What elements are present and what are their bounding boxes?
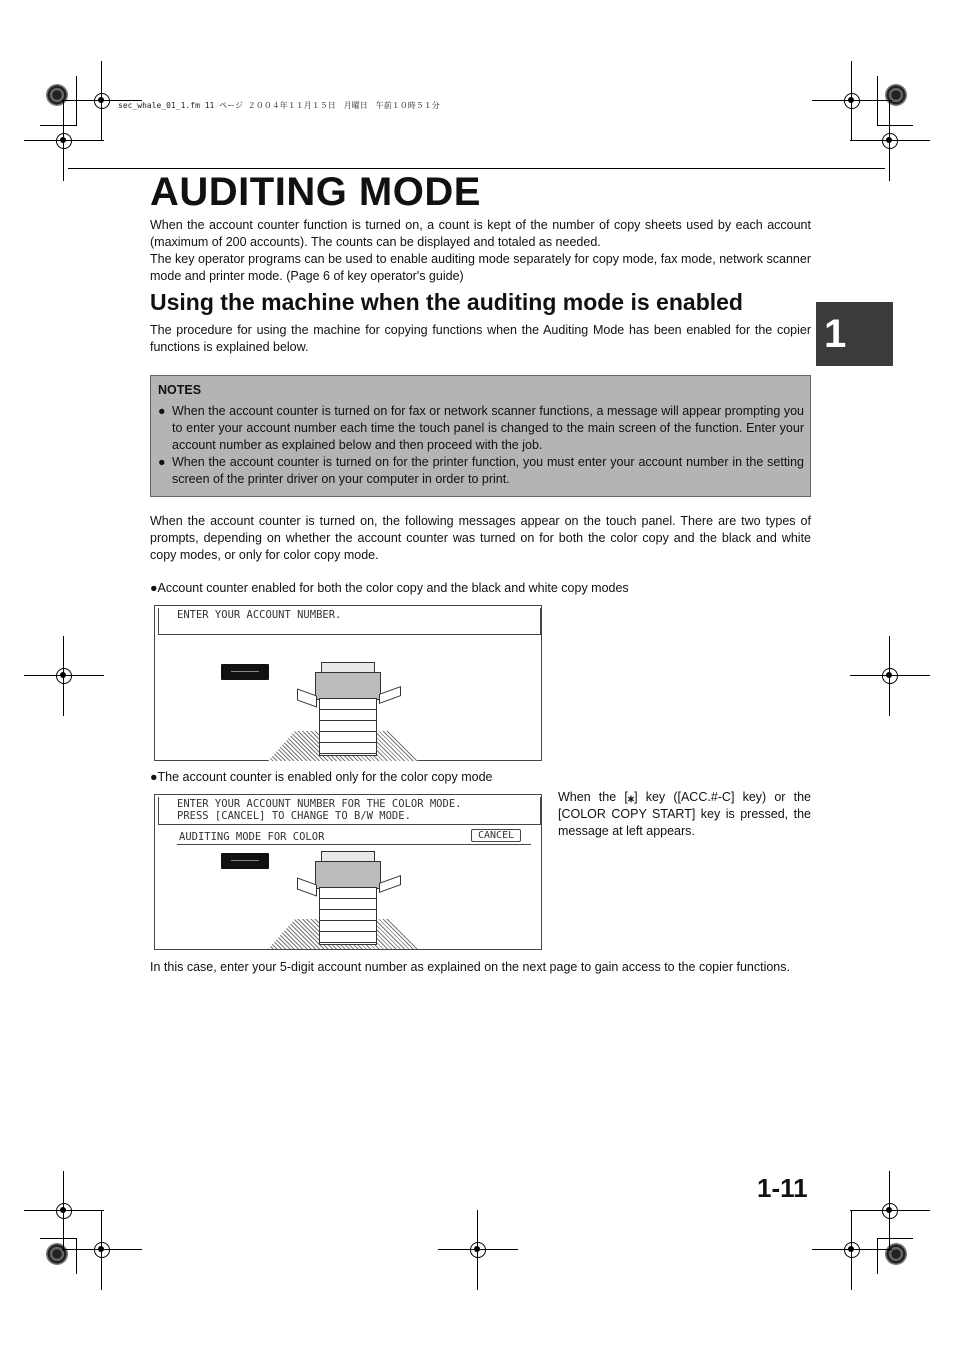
notes-item xyxy=(158,454,804,488)
crosshair-mark-mid-right xyxy=(870,656,910,696)
intro-paragraph-2: The key operator programs can be used to enable auditing mode separately for copy mode, fax mode, network scanner mode and printer mode. (Page 6 of key operator's guide) xyxy=(150,252,811,283)
crop-line xyxy=(877,1238,913,1239)
notes-item-text: When the account counter is turned on for fax or network scanner functions, a message will appear prompting you to enter your account number each time the touch panel is changed to the main screen of the function. Enter your account number as explained below and then proceed with the job. xyxy=(172,404,804,452)
crop-line xyxy=(40,125,76,126)
crosshair-mark-top-right xyxy=(832,81,872,121)
panel-message-line2: PRESS [CANCEL] TO CHANGE TO B/W MODE. xyxy=(177,810,411,822)
crosshair-mark-top-left-2 xyxy=(44,121,84,161)
touch-panel-case1 xyxy=(154,605,542,761)
crop-line xyxy=(40,1238,76,1239)
panel-button xyxy=(221,664,269,680)
side-note-before: When the [ xyxy=(558,790,628,804)
page-number: 1-11 xyxy=(757,1173,808,1203)
registration-rosette-bottom-left xyxy=(46,1243,68,1265)
crop-line xyxy=(877,76,878,126)
crosshair-mark-top-left xyxy=(82,81,122,121)
panel-caption: AUDITING MODE FOR COLOR xyxy=(179,831,325,843)
notes-item-text: When the account counter is turned on for the printer function, you must enter your account number in the setting screen of the printer driver on your computer in order to print. xyxy=(172,455,804,486)
crosshair-mark-bottom-left xyxy=(44,1191,84,1231)
side-note-after: ] key ([ACC.#-C] key) or the [COLOR COPY START] key is pressed, the message at left appears. xyxy=(558,790,812,838)
asterisk-key-icon: ⁎ xyxy=(627,790,635,804)
crop-line xyxy=(877,125,913,126)
bullet-icon: ● xyxy=(158,404,166,418)
crosshair-mark-top-right-2 xyxy=(870,121,910,161)
panel-message: ENTER YOUR ACCOUNT NUMBER. xyxy=(177,609,342,621)
intro-paragraph-1: When the account counter function is turned on, a count is kept of the number of copy sheets used by each account (maximum of 200 accounts). The counts can be displayed and totaled as needed. xyxy=(150,218,811,249)
panel-message-line1: ENTER YOUR ACCOUNT NUMBER FOR THE COLOR MODE. xyxy=(177,798,462,810)
touch-panel-case2 xyxy=(154,794,542,950)
case1-bullet: ●Account counter enabled for both the color copy and the black and white copy modes xyxy=(150,581,629,595)
crosshair-mark-mid-left xyxy=(44,656,84,696)
panel-message-box xyxy=(158,608,541,635)
file-header-meta: sec_whale_01_1.fm 11 ページ ２００４年１１月１５日 月曜日 午前１０時５１分 xyxy=(118,101,440,110)
side-note xyxy=(558,789,811,840)
registration-rosette-top-left xyxy=(46,84,68,106)
notes-title: NOTES xyxy=(158,383,202,397)
panel-message-box xyxy=(158,797,541,825)
case2-bullet: ●The account counter is enabled only for the color copy mode xyxy=(150,770,493,784)
crop-line xyxy=(76,1238,77,1274)
crosshair-mark-bottom-right xyxy=(870,1191,910,1231)
caption-underline xyxy=(177,844,531,845)
closing-paragraph: In this case, enter your 5-digit account number as explained on the next page to gain access to the copier functions. xyxy=(150,960,790,974)
notes-item xyxy=(158,403,804,454)
section-intro: The procedure for using the machine for copying functions when the Auditing Mode has been enabled for the copier functions is explained below. xyxy=(150,323,811,354)
messages-paragraph: When the account counter is turned on, the following messages appear on the touch panel. There are two types of prompts, depending on whether the account counter was turned on for both the color copy and the black and white copy modes, or only for color copy mode. xyxy=(150,514,811,562)
crop-line xyxy=(76,76,77,126)
crosshair-mark-bottom-left-2 xyxy=(82,1230,122,1270)
notes-box xyxy=(150,375,811,497)
panel-button xyxy=(221,853,269,869)
page-title: AUDITING MODE xyxy=(150,170,481,214)
section-heading: Using the machine when the auditing mode is enabled xyxy=(150,289,743,315)
crosshair-mark-bottom-right-2 xyxy=(832,1230,872,1270)
top-rule xyxy=(68,168,885,169)
chapter-tab: 1 xyxy=(816,302,893,366)
cancel-button[interactable]: CANCEL xyxy=(471,829,521,842)
bullet-icon: ● xyxy=(158,455,166,469)
crop-line xyxy=(877,1238,878,1274)
crosshair-mark-bottom-center xyxy=(458,1230,498,1270)
